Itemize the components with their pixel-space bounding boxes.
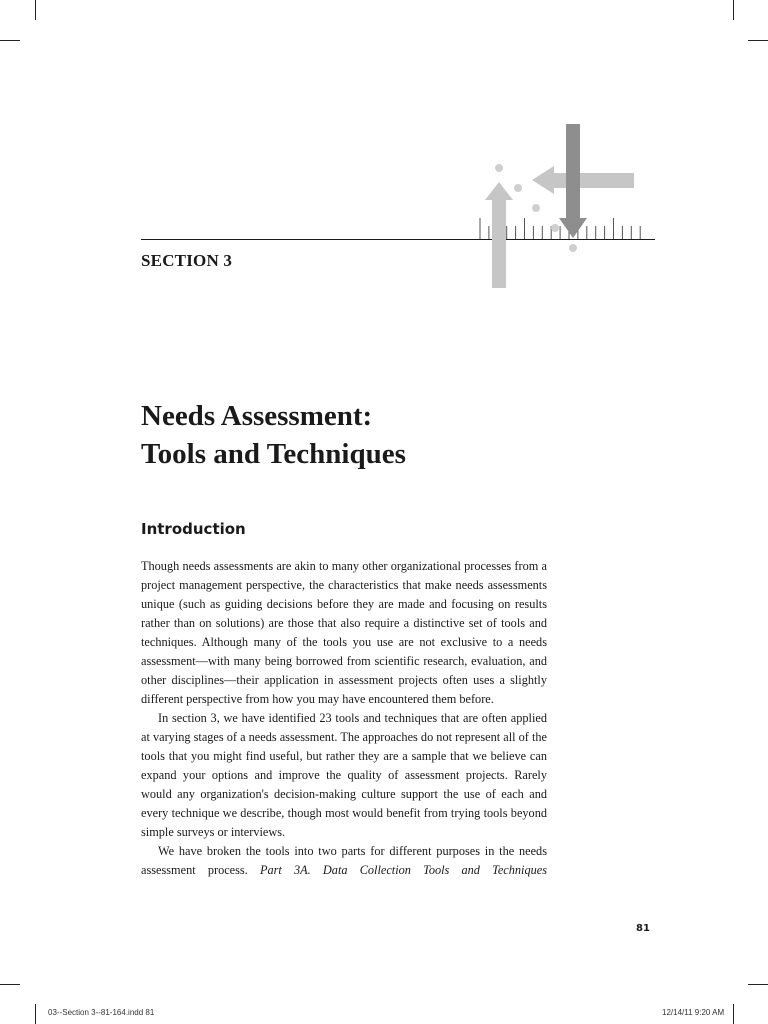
page-number: 81	[636, 923, 650, 934]
crop-mark	[0, 40, 20, 41]
paragraph: Though needs assessments are akin to many other organizational processes from a project management perspective, the characteristics that make needs assessments unique (such as guiding decisions before they are made and focusing on results rather than on solutions) are those that also require a distinctive set of tools and techniques. Although many of the tools you use are not exclusive to a needs assessment—with many being borrowed from scientific research, evaluation, and other disciplines—their application in assessment projects often uses a slightly different perspective from how you may have encountered them before.	[141, 559, 547, 706]
crop-mark	[748, 984, 768, 985]
intro-heading: Introduction	[141, 520, 246, 538]
dot	[551, 224, 559, 232]
paragraph-last-line	[141, 842, 547, 880]
up-arrow-icon	[485, 182, 513, 200]
part-reference: Part 3A. Data Collection Tools and Techniques	[259, 863, 547, 877]
section-label: SECTION 3	[141, 251, 233, 270]
crop-mark	[35, 0, 36, 20]
dot	[495, 164, 503, 172]
paragraph-text: We have broken the tools into two parts for different purposes in the needs assessment process.	[141, 844, 547, 877]
down-arrow-shaft	[566, 124, 580, 220]
dot	[532, 204, 540, 212]
crop-mark	[35, 1004, 36, 1024]
crop-mark	[748, 40, 768, 41]
title-line-2: Tools and Techniques	[141, 438, 406, 470]
page-title	[141, 397, 406, 473]
body-text	[141, 557, 547, 880]
paragraph: In section 3, we have identified 23 tools and techniques that are often applied at varying stages of a needs assessment. The approaches do not represent all of the tools that you might find useful, but rather they are a sample that we believe can expand your options and improve the quality of assessment projects. Rarely would any organization's decision-making culture support the use of each and every technique we describe, though most would benefit from trying tools beyond simple surveys or interviews.	[141, 711, 547, 839]
arrows-graphic	[470, 118, 660, 293]
crop-mark	[0, 984, 20, 985]
dot	[569, 244, 577, 252]
title-line-1: Needs Assessment:	[141, 400, 373, 432]
left-arrow-icon	[532, 166, 554, 194]
crop-mark	[733, 1004, 734, 1024]
crop-mark	[733, 0, 734, 20]
date-slug: 12/14/11 9:20 AM	[662, 1008, 725, 1017]
file-slug: 03--Section 3--81-164.indd 81	[48, 1008, 155, 1017]
down-arrow-icon	[559, 218, 587, 238]
up-arrow-shaft	[492, 198, 506, 288]
paragraph	[141, 842, 547, 880]
dot	[514, 184, 522, 192]
left-arrow-shaft	[552, 173, 634, 188]
